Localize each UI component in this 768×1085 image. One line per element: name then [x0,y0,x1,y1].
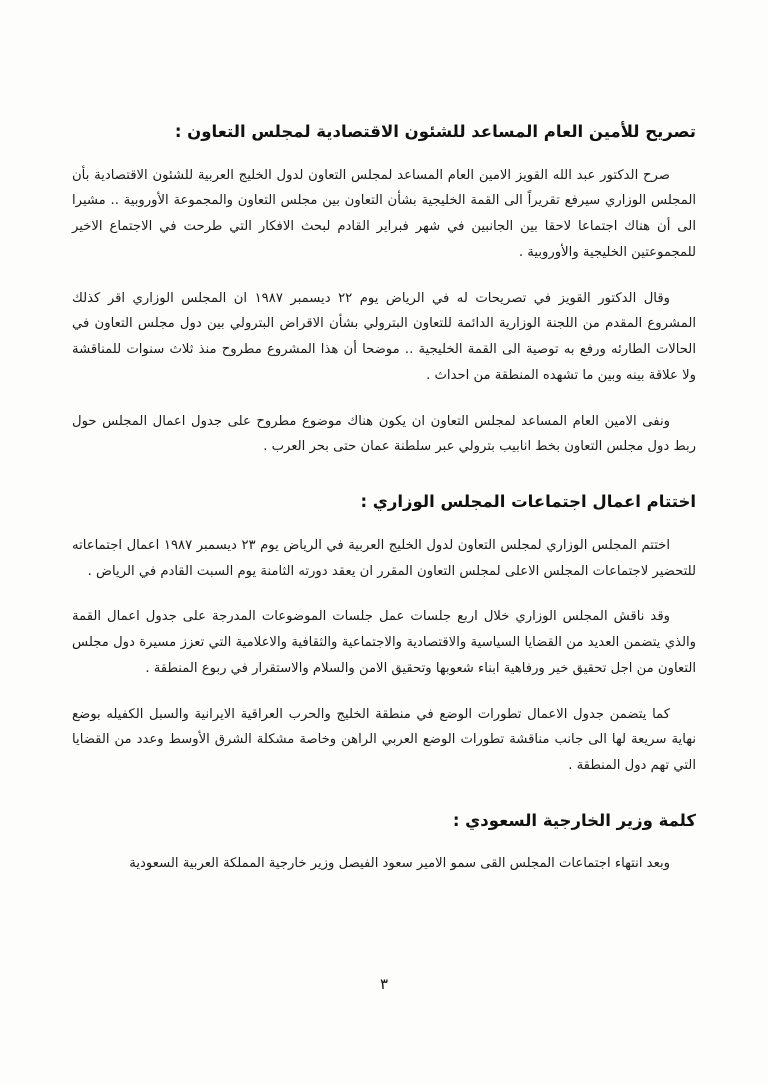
paragraph: وقال الدكتور القويز في تصريحات له في الرياض يوم ٢٢ ديسمبر ١٩٨٧ ان المجلس الوزاري اقر كذلك المشروع المقدم من اللجنة الوزارية الدائمة للتعاون البترولي بشأن الاقراض البترولي بين دول مجلس التعاون في الحالات الطارئه ورفع به توصية الى القمة الخليجية .. موضحا أن هذا المشروع مطروح منذ ثلاث سنوات للمناقشة ولا علاقة بينه وبين ما تشهده المنطقة من احداث . [72,290,696,383]
section-statement [72,120,696,460]
document-body [72,120,696,877]
section-heading-statement: تصريح للأمين العام المساعد للشئون الاقتصادية لمجلس التعاون : [174,122,696,141]
section-heading-ministerial-council: اختتام اعمال اجتماعات المجلس الوزاري : [360,492,696,512]
section-ministerial-council [72,490,696,779]
page-number: ٣ [379,975,389,993]
section-saudi-minister [72,809,696,877]
paragraph: كما يتضمن جدول الاعمال تطورات الوضع في منطقة الخليج والحرب العراقية الايرانية والسبل الكفيله بوضع نهاية سريعة لها الى جانب مناقشة تطورات الوضع العربي الراهن وخاصة مشكلة الشرق الأوسط وعدد من القضايا التي تهم دول المنطقة . [72,706,696,773]
section-heading-saudi-minister: كلمة وزير الخارجية السعودي : [452,810,696,830]
paragraph: ونفى الامين العام المساعد لمجلس التعاون ان يكون هناك موضوع مطروح على جدول اعمال المجلس حول ربط دول مجلس التعاون بخط انابيب بترولي عبر سلطنة عمان حتى بحر العرب . [72,413,696,455]
paragraph: وبعد انتهاء اجتماعات المجلس القى سمو الامير سعود الفيصل وزير خارجية المملكة العربية السعودية [129,856,670,872]
paragraph: وقد ناقش المجلس الوزاري خلال اربع جلسات عمل جلسات الموضوعات المدرجة على جدول اعمال القمة والذي يتضمن العديد من القضايا السياسية والاقتصادية والاجتماعية والثقافية والاعلامية التي تعزز مسيرة دول مجلس التعاون من اجل تحقيق خير ورفاهية ابناء شعوبها وتحقيق الامن والسلام والاستقرار في ربوع المنطقة . [72,609,696,676]
paragraph: صرح الدكتور عبد الله القويز الامين العام المساعد لمجلس التعاون لدول الخليج العربية للشئون الاقتصادية بأن المجلس الوزاري سيرفع تقريراً الى القمة الخليجية بشأن التعاون بين مجلس التعاون والمجموعة الأوروبية .. مشيرا الى أن هناك اجتماعا لاحقا بين الجانبين في شهر فبراير القادم لبحث الافكار التي طرحت في الاجتماع الاخير للمجموعتين الخليجية والأوروبية . [72,167,696,260]
paragraph: اختتم المجلس الوزاري لمجلس التعاون لدول الخليج العربية في الرياض يوم ٢٣ ديسمبر ١٩٨٧ اعمال اجتماعاته للتحضير لاجتماعات المجلس الاعلى لمجلس التعاون المقرر ان يعقد دورته الثامنة يوم السبت القادم في الرياض . [72,537,696,579]
